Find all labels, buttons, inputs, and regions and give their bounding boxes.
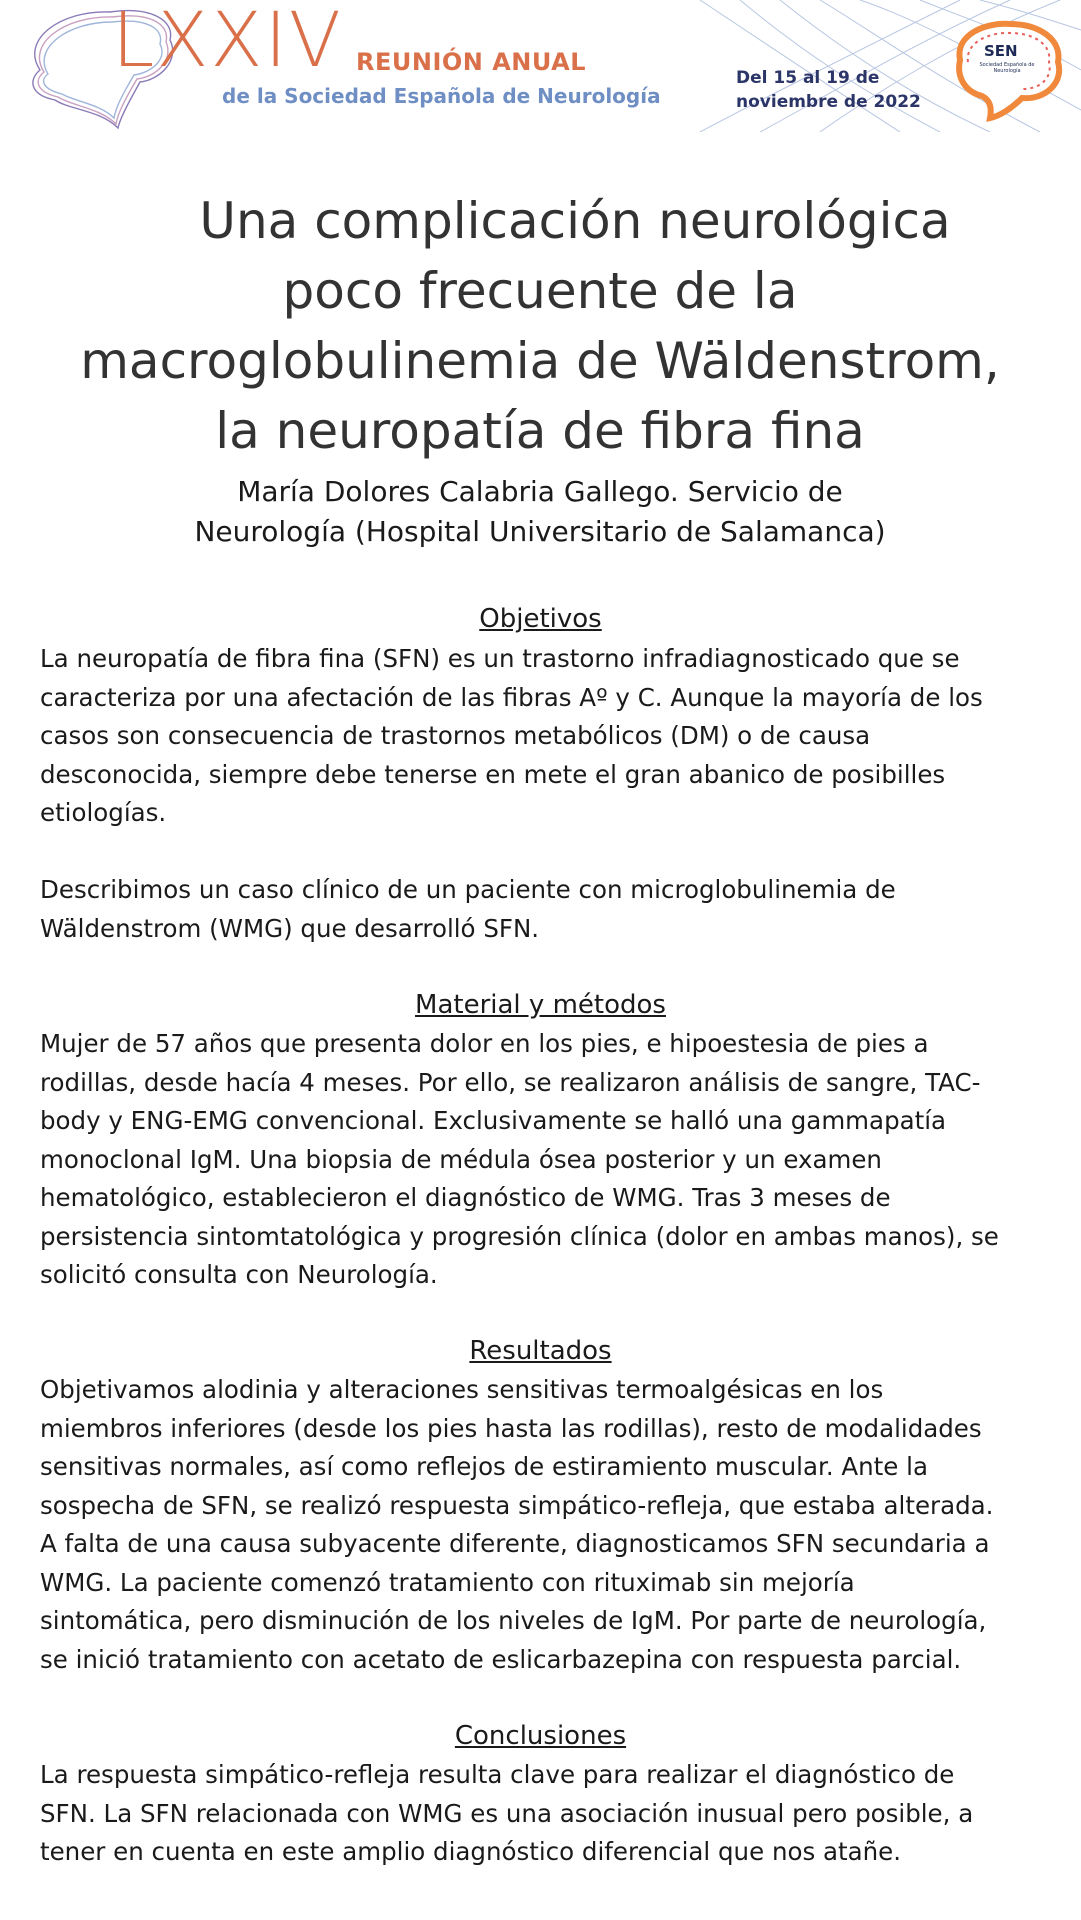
text-line: tener en cuenta en este amplio diagnóstico diferencial que nos atañe. (40, 1837, 902, 1866)
text-line: Wäldenstrom (WMG) que desarrolló SFN. (40, 913, 540, 943)
text-line: La respuesta simpático-refleja resulta clave para realizar el diagnóstico de (40, 1760, 955, 1789)
text-line: sospecha de SFN, se realizó respuesta simpático-refleja, que estaba alterada. (40, 1490, 994, 1520)
text-line: persistencia sintomtatológica y progresión clínica (dolor en ambas manos), se (40, 1221, 999, 1251)
title-line: poco frecuente de la (282, 262, 798, 320)
title-line: macroglobulinemia de Wäldenstrom, (80, 332, 1000, 390)
section-heading-conclusiones: Conclusiones (454, 1721, 627, 1751)
text-line: WMG. La paciente comenzó tratamiento con rituximab sin mejoría (40, 1567, 855, 1597)
text-line: miembros inferiores (desde los pies hasta las rodillas), resto de modalidades (40, 1413, 982, 1443)
text-line: se inició tratamiento con acetato de eslicarbazepina con respuesta parcial. (40, 1644, 962, 1674)
text-line: solicitó consulta con Neurología. (40, 1260, 438, 1289)
text-line: La neuropatía de fibra fina (SFN) es un trastorno infradiagnosticado que se (40, 644, 960, 673)
material-paragraph (40, 1025, 1050, 1295)
resultados-paragraph (40, 1371, 1050, 1679)
poster-title (40, 186, 1040, 466)
text-line: SFN. La SFN relacionada con WMG es una asociación inusual pero posible, a (40, 1798, 974, 1828)
section-heading-material: Material y métodos (415, 990, 666, 1020)
text-line: sintomática, pero disminución de los niveles de IgM. Por parte de neurología, (40, 1606, 987, 1635)
author-line: Neurología (Hospital Universitario de Salamanca) (194, 515, 886, 548)
text-line: sensitivas normales, así como reflejos de estiramiento muscular. Ante la (40, 1452, 928, 1481)
conclusiones-paragraph (40, 1756, 1050, 1872)
objetivos-paragraph-2 (40, 871, 1050, 948)
text-line: Mujer de 57 años que presenta dolor en los pies, e hipoestesia de pies a (40, 1029, 929, 1058)
author-line: María Dolores Calabria Gallego. Servicio de (237, 475, 843, 508)
title-line: la neuropatía de fibra fina (215, 402, 865, 460)
text-line: rodillas, desde hacía 4 meses. Por ello, se realizaron análisis de sangre, TAC- (40, 1067, 981, 1097)
text-line: desconocida, siempre debe tenerse en mete el gran abanico de posibilles (40, 759, 946, 789)
meeting-label: REUNIÓN ANUAL (356, 48, 586, 76)
author-affiliation (40, 472, 1040, 552)
dates-line-1: Del 15 al 19 de (736, 68, 880, 88)
text-line: casos son consecuencia de trastornos metabólicos (DM) o de causa (40, 721, 871, 750)
text-line: etiologías. (40, 798, 167, 827)
section-heading-objetivos: Objetivos (479, 604, 602, 634)
objetivos-paragraph-1 (40, 640, 1050, 833)
sen-logo-subtext: Sociedad Española de Neurología (979, 62, 1035, 74)
text-line: caracteriza por una afectación de las fibras Aº y C. Aunque la mayoría de los (40, 682, 983, 712)
edition-numeral: LXXIV (112, 0, 343, 84)
meeting-dates (736, 66, 921, 114)
text-line: body y ENG-EMG convencional. Exclusivamente se halló una gammapatía (40, 1106, 947, 1135)
text-line: hematológico, establecieron el diagnóstico de WMG. Tras 3 meses de (40, 1183, 891, 1212)
text-line: A falta de una causa subyacente diferente, diagnosticamos SFN secundaria a (40, 1529, 990, 1558)
text-line: Objetivamos alodinia y alteraciones sensitivas termoalgésicas en los (40, 1375, 884, 1404)
section-heading-resultados: Resultados (469, 1336, 612, 1366)
text-line: Describimos un caso clínico de un paciente con microglobulinemia de (40, 875, 896, 904)
sen-logo-text: SEN (984, 42, 1018, 60)
conference-banner (0, 0, 1081, 132)
title-line: Una complicación neurológica (199, 192, 951, 250)
dates-line-2: noviembre de 2022 (736, 92, 921, 112)
text-line: monoclonal IgM. Una biopsia de médula ósea posterior y un examen (40, 1144, 882, 1174)
society-name: de la Sociedad Española de Neurología (222, 84, 661, 108)
